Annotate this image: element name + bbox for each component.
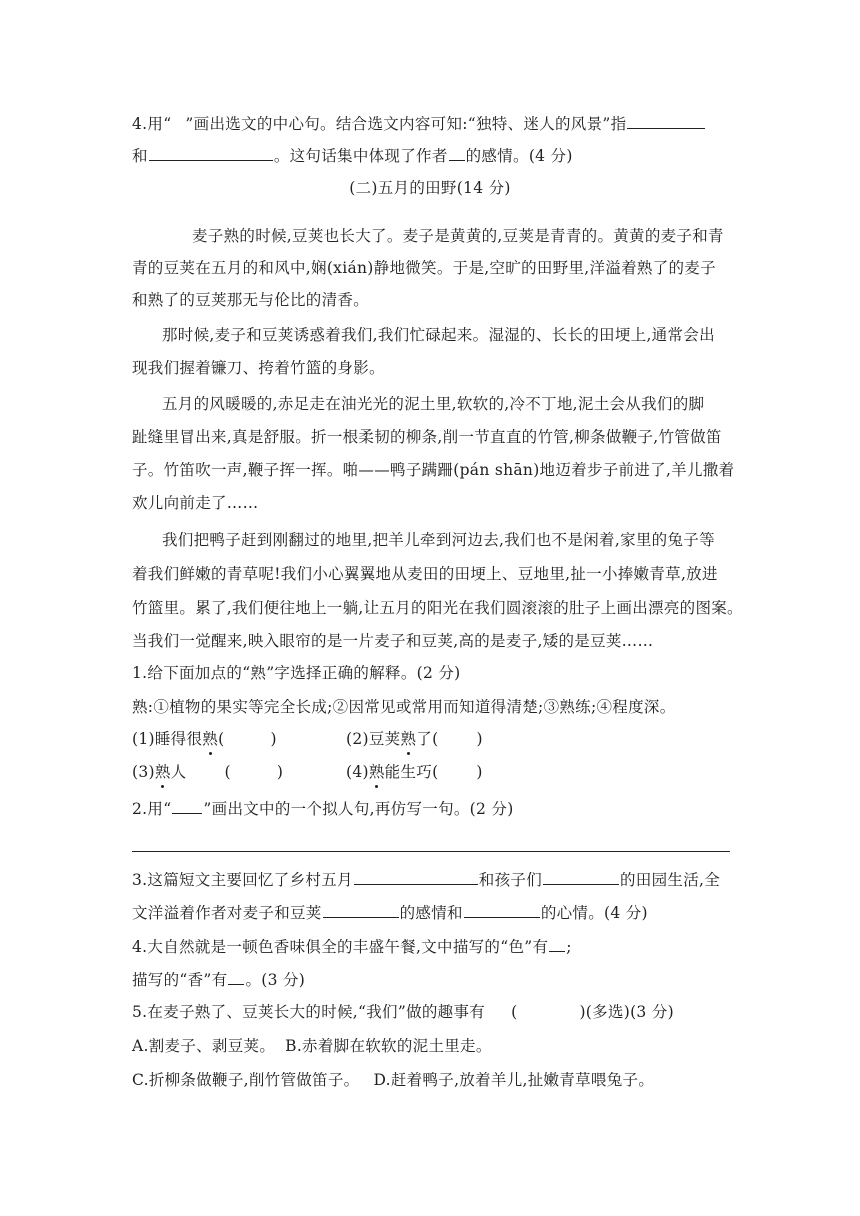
answer-blank[interactable] [354,868,478,885]
question-1-item-1 [132,729,277,749]
underline-sample [172,797,202,814]
answer-blank[interactable] [549,935,565,952]
q-text: 的感情。(4 分) [465,147,573,165]
q-text: 文洋溢着作者对麦子和豆荚 [132,904,322,922]
q-text: 的心情。(4 分) [540,904,648,922]
answer-blank[interactable] [149,144,273,161]
question-3-line-1 [132,868,720,890]
passage-line: 青的豆荚在五月的和风中,娴(xián)静地微笑。于是,空旷的田野里,洋溢着熟了的麦子 [132,259,716,277]
section-title: (二)五月的田野(14 分) [349,179,511,197]
option-a[interactable]: A.割麦子、剥豆荚。 [132,1037,276,1055]
q-text: 5.在麦子熟了、豆荚长大的时候,“我们”做的趣事有 [132,1003,486,1021]
passage-line: 竹篮里。累了,我们便往地上一躺,让五月的阳光在我们圆滚滚的肚子上画出漂亮的图案。 [132,599,743,617]
item-text: ( [218,730,225,748]
passage-line: 那时候,麦子和豆荚诱惑着我们,我们忙碌起来。湿湿的、长长的田埂上,通常会出 [162,326,715,344]
item-text: (1)睡得很 [132,730,203,748]
passage-line: 现我们握着镰刀、挎着竹篮的身影。 [132,359,385,377]
q-text: 的田园生活,全 [620,871,721,889]
question-5-options-row-1 [132,1036,492,1056]
answer-blank[interactable] [323,901,399,918]
q-text: 4.大自然就是一顿色香味俱全的丰盛午餐,文中描写的“色”有 [132,938,549,956]
option-c[interactable]: C.折柳条做鞭子,削竹管做笛子。 [132,1071,360,1089]
question-4-line-2 [132,968,305,990]
question-5-options-row-2 [132,1070,654,1090]
item-text: ) [276,763,284,781]
q-text: 。(3 分) [245,971,306,989]
passage-line: 欢儿向前走了…… [132,494,259,512]
q-text: 4.用“ [132,115,172,133]
q-text: ( [511,1003,518,1021]
question-3-line-2 [132,901,648,923]
q-text: ; [566,938,572,956]
answer-blank[interactable] [228,968,244,985]
q-text: ”画出选文的中心句。结合选文内容可知:“独特、迷人的风景”指 [185,115,627,133]
dotted-char: 熟 [400,730,417,748]
item-text: 人 [170,763,187,781]
item-text: 能生巧( [384,763,439,781]
question-1-item-4 [346,762,483,782]
prev-question-4-line-1 [132,112,706,134]
item-text: (2)豆荚 [346,730,401,748]
passage-line: 我们把鸭子赶到刚翻过的地里,把羊儿牵到河边去,我们也不是闲着,家里的兔子等 [162,531,715,549]
answer-blank[interactable] [627,112,705,129]
passage-line: 当我们一觉醒来,映入眼帘的是一片麦子和豆荚,高的是麦子,矮的是豆荚…… [132,632,654,650]
item-text: (4) [346,763,369,781]
q-text: 3.这篇短文主要回忆了乡村五月 [132,871,353,889]
option-b[interactable]: B.赤着脚在软软的泥土里走。 [285,1037,492,1055]
item-text: (3) [132,763,155,781]
q-text: 描写的“香”有 [132,971,228,989]
question-1-item-2 [346,729,483,749]
passage-line: 着我们鲜嫩的青草呢!我们小心翼翼地从麦田的田埂上、豆地里,扯一小捧嫩青草,放进 [132,565,718,583]
answer-blank[interactable] [464,901,540,918]
passage-line: 趾缝里冒出来,真是舒服。折一根柔韧的柳条,削一节直直的竹管,柳条做鞭子,竹管做笛 [132,428,722,446]
answer-line[interactable] [132,851,730,852]
question-1-item-3 [132,762,283,782]
question-1-stem: 1.给下面加点的“熟”字选择正确的解释。(2 分) [132,664,461,682]
q-text: 。这句话集中体现了作者 [273,147,448,165]
q-text: 和孩子们 [478,871,542,889]
q-text: 和 [132,147,148,165]
dotted-char: 熟 [202,730,219,748]
question-2-stem [132,797,514,819]
question-1-definitions: 熟:①植物的果实等完全长成;②因常见或常用而知道得清楚;③熟练;④程度深。 [132,698,676,716]
q-text: 的感情和 [399,904,463,922]
passage-line: 五月的风暖暖的,赤足走在油光光的泥土里,软软的,冷不丁地,泥土会从我们的脚 [162,395,705,413]
item-text: ) [476,763,483,781]
q-text: )(多选)(3 分) [579,1003,674,1021]
answer-blank[interactable] [449,144,465,161]
passage-line: 麦子熟的时候,豆荚也长大了。麦子是黄黄的,豆荚是青青的。黄黄的麦子和青 [192,227,724,245]
item-text: 了( [416,730,439,748]
option-d[interactable]: D.赶着鸭子,放着羊儿,扯嫩青草喂兔子。 [373,1071,655,1089]
prev-question-4-line-2 [132,144,573,166]
dotted-char: 熟 [368,763,385,781]
answer-blank[interactable] [543,868,619,885]
item-text: ) [476,730,483,748]
q-text: 2.用“ [132,800,172,818]
passage-line: 和熟了的豆荚那无与伦比的清香。 [132,291,370,309]
q-text: ”画出文中的一个拟人句,再仿写一句。(2 分) [203,800,514,818]
question-5-stem [132,1002,674,1022]
dotted-char: 熟 [154,763,171,781]
item-text: ) [270,730,277,748]
passage-line: 子。竹笛吹一声,鞭子挥一挥。啪——鸭子蹒跚(pán shān)地迈着步子前进了,羊儿撒着 [132,461,735,479]
item-text: ( [224,763,231,781]
question-4-line-1 [132,935,572,957]
